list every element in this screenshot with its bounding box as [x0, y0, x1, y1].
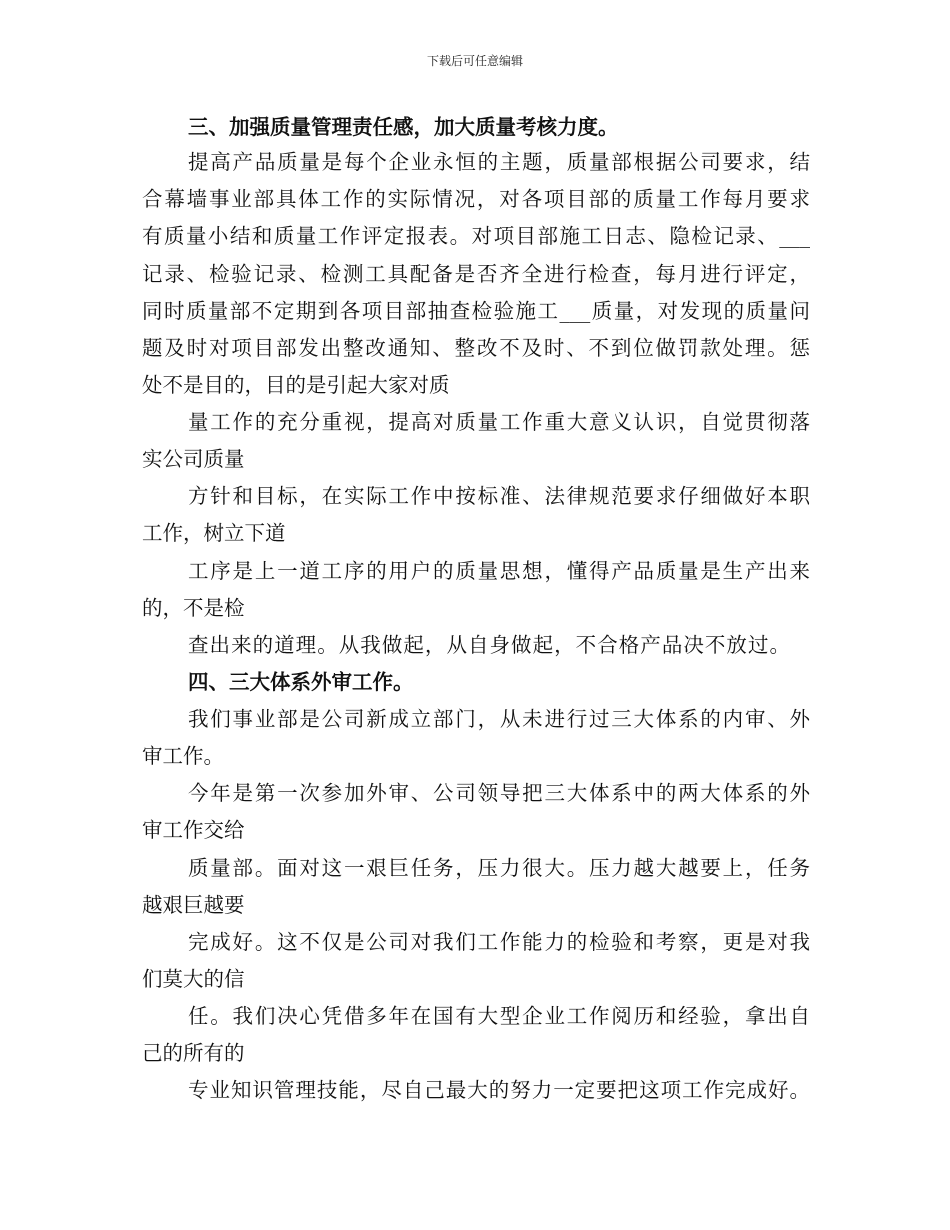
- paragraph-line: 己的所有的: [142, 1041, 245, 1065]
- paragraph-line: 我们事业部是公司新成立部门，从未进行过三大体系的内审、外: [188, 707, 810, 731]
- paragraph-line: 今年是第一次参加外审、公司领导把三大体系中的两大体系的外: [188, 781, 810, 805]
- paragraph-line: 方针和目标，在实际工作中按标准、法律规范要求仔细做好本职: [188, 484, 810, 508]
- paragraph-line: 们莫大的信: [142, 967, 245, 991]
- paragraph-line: 工序是上一道工序的用户的质量思想，懂得产品质量是生产出来: [188, 559, 810, 583]
- paragraph-line: 工作，树立下道: [142, 521, 286, 545]
- paragraph-line: 审工作交给: [142, 818, 245, 842]
- paragraph-line: 查出来的道理。从我做起，从自身做起，不合格产品决不放过。: [188, 633, 790, 657]
- paragraph-line: 处不是目的，目的是引起大家对质: [142, 373, 450, 397]
- paragraph-line: 有质量小结和质量工作评定报表。对项目部施工日志、隐检记录、___: [142, 224, 810, 248]
- paragraph-line: 实公司质量: [142, 447, 245, 471]
- section-heading-3: 三、加强质量管理责任感，加大质量考核力度。: [188, 115, 619, 139]
- page-header: 下载后可任意编辑: [426, 54, 523, 68]
- section-heading-4: 四、三大体系外审工作。: [188, 670, 414, 694]
- paragraph-line: 质量部。面对这一艰巨任务，压力很大。压力越大越要上，任务: [188, 856, 810, 880]
- paragraph-line: 题及时对项目部发出整改通知、整改不及时、不到位做罚款处理。惩: [142, 336, 810, 360]
- paragraph-line: 任。我们决心凭借多年在国有大型企业工作阅历和经验，拿出自: [188, 1004, 810, 1028]
- paragraph-line: 量工作的充分重视，提高对质量工作重大意义认识，自觉贯彻落: [188, 410, 810, 434]
- paragraph-line: 越艰巨越要: [142, 893, 245, 917]
- paragraph-line: 完成好。这不仅是公司对我们工作能力的检验和考察，更是对我: [188, 930, 810, 954]
- paragraph-line: 记录、检验记录、检测工具配备是否齐全进行检查，每月进行评定，: [142, 262, 810, 286]
- paragraph-line: 的，不是检: [142, 596, 245, 620]
- paragraph-line: 专业知识管理技能，尽自己最大的努力一定要把这项工作完成好。: [188, 1078, 810, 1102]
- paragraph-line: 审工作。: [142, 744, 224, 768]
- paragraph-line: 合幕墙事业部具体工作的实际情况，对各项目部的质量工作每月要求: [142, 187, 810, 211]
- paragraph-line: 同时质量部不定期到各项目部抽查检验施工___质量，对发现的质量问: [142, 299, 810, 323]
- paragraph-line: 提高产品质量是每个企业永恒的主题，质量部根据公司要求，结: [188, 150, 810, 174]
